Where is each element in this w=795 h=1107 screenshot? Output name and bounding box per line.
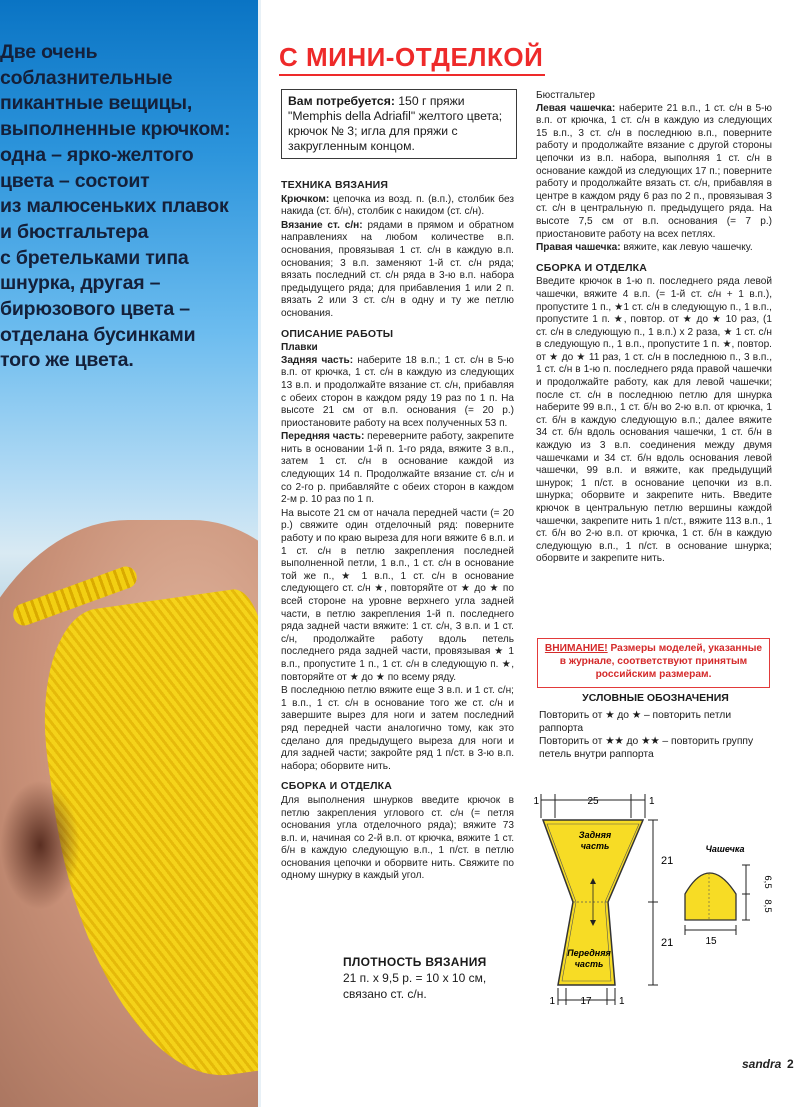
warning-text: Размеры моделей, указанные в журнале, соответствуют принятым российским размерам. [559, 643, 763, 680]
column-divider [258, 0, 261, 1107]
back-label-1: Задняя [578, 830, 612, 840]
assembly-text: Для выполнения шнурков введите крючок в петлю закрепления углового ст. с/н (= петля основания угла отделочного ряда); вяжите 73 в.п. и, начиная со 2-й в.п. от крючка, вяжите 1 ст. б/н в каждую следующую в.п., 1 п/ст. в петлю основания цепочки и оборвите нить. Свяжите по одному шнурку в каждый угол. [281, 794, 514, 882]
technique-dc-label: Вязание ст. с/н: [281, 219, 363, 231]
edging-paragraph: На высоте 21 см от начала передней части (= 20 р.) свяжите один отделочный ряд: поверните работу и по краю выреза для ноги вяжите 6 в.п. и 1 ст. с/н в петлю закрепления последней выполненной петли, 1 в.п., 1 ст. с/н в основание той же п., ★ 1 в.п., 1 ст. с/н в основание следующего ст. с/н ★, повторяйте от ★ до ★ по всей стороне на уровне верхнего угла задней части, в петлю закрепления 1-й п. последнего ряда задней части вяжите: 1 ст. с/н, 3 в.п. и 1 ст. с/н, продолжайте работу вдоль петель последнего ряда задней части, провязывая ★ 1 в.п., пропустите 1 п., 1 ст. с/н в следующую п. ★, повторяйте от ★ до ★ по всему ряду. [281, 507, 514, 683]
front-label-1: Передняя [567, 948, 611, 958]
back-part [281, 355, 514, 431]
finish-paragraph: В последнюю петлю вяжите еще 3 в.п. и 1 ст. с/н; 1 в.п., 1 ст. с/н в основание того же ст. с/н и завершите вырез для ноги и затем последний ряд передней части аналогично тому, как это сделано для предыдущего выреза для ноги и для задней части; закройте ряд 1 п/ст. в 3-ю в.п. набора; оборвите нить. [281, 685, 514, 772]
bra-assembly-text: Введите крючок в 1-ю п. последнего ряда левой чашечки, вяжите 4 в.п. (= 1-й ст. с/н + 1 в.п.), пропустите 1 п., ★1 ст. с/н в следующую п., 1 в.п., пропустите 1 п. ★, повтор. от ★ до ★ 10 раз, (1 ст. с/н в следующую п., 1 в.п.) х 2 раза, ★ 1 ст. с/н в следующую п., 1 в.п., пропустите 1 п. ★, повтор. от ★ до ★ 11 раз, 1 ст. с/н в последнюю п., 3 в.п., 1 ст. с/н в 1-ю п. последнего ряда правой чашечки и продолжайте работу, как для левой чашечки; после ст. с/н в последнюю петлю для шнурка наберите 99 в.п., 1 ст. б/н во 2-ю в.п. от крючка, 1 ст. б/н в каждую следующую в.п.; далее вяжите 34 ст. б/н вдоль основания чашечки, 1 ст. б/н в каждую из 3 в.п. соединения между двумя чашечками и 34 ст. б/н вдоль основания левой чашечки, 99 в.п. и вяжите, как предыдущий шнурок; 1 п/ст. в основание цепочки из в.п. шнурка; оборвите и закрепите нить. Введите крючок в центральную петлю вершины каждой чашечки, закрепите нить 1 п/ст., вяжите 113 в.п., 1 ст. б/н во 2-ю в.п. от крючка, 1 ст. б/н в каждую следующую в.п., 1 п/ст. в основание шнурка; оборвите и закрепите нить. [536, 276, 772, 565]
intro-line: из малюсеньких плавок [0, 195, 229, 218]
intro-line: цвета – состоит [0, 169, 150, 192]
gauge-block [343, 954, 523, 1002]
left-cup [536, 103, 772, 242]
page-number: 2 [787, 1057, 794, 1071]
intro-line: пикантные вещицы, [0, 92, 193, 115]
intro-line: и бюстгальтера [0, 220, 149, 243]
panties-subheading: Плавки [281, 342, 318, 354]
left-cup-label: Левая чашечка: [536, 102, 616, 114]
page-title: С МИНИ-ОТДЕЛКОЙ [279, 42, 544, 72]
technique-dc [281, 220, 514, 321]
technique-heading: ТЕХНИКА ВЯЗАНИЯ [281, 179, 389, 191]
technique-crochet-text: цепочка из возд. п. (в.п.), столбик без накида (ст. б/н), столбик с накидом (ст. с/н). [281, 193, 514, 218]
pattern-diagram [533, 790, 783, 1015]
dim-top-mid: 25 [587, 796, 599, 807]
cup-dim-1: 6,5 [762, 875, 773, 889]
materials-text: 150 г пряжи "Memphis della Adriafil" желтого цвета; крючок № 3; игла для пряжи с закругленным концом. [288, 94, 503, 153]
intro-line: одна – ярко-желтого [0, 143, 194, 166]
dim-height-top: 21 [661, 855, 674, 867]
cup-dim-2: 8,5 [762, 899, 773, 913]
legend-heading: УСЛОВНЫЕ ОБОЗНАЧЕНИЯ [582, 692, 729, 704]
right-cup-text: вяжите, как левую чашечку. [623, 242, 753, 254]
intro-line: бирюзового цвета – [0, 298, 190, 321]
legend-line-2: Повторить от ★★ до ★★ – повторить группу петель внутри раппорта [539, 736, 754, 760]
legend-block [539, 692, 772, 761]
front-part [281, 431, 514, 507]
back-part-text: наберите 18 в.п.; 1 ст. с/н в 5-ю в.п. от крючка, 1 ст. с/н в каждую из следующих 13 в.п. и продолжайте вязание ст. с/н, прибавляя с обеих сторон в каждом ряду 19 раз по 1 п. На высоте 21 см от в.п. основания (= 20 р.) приостановите работу на всех полученных 53 п. [281, 354, 515, 429]
dim-bottom-mid: 17 [580, 996, 592, 1007]
instructions-right-column [536, 90, 772, 567]
dim-bottom-left: 1 [549, 996, 555, 1007]
front-part-label: Передняя часть: [281, 431, 365, 443]
intro-line: отделана бусинками [0, 323, 196, 346]
cup-label: Чашечка [705, 844, 745, 854]
assembly-heading: СБОРКА И ОТДЕЛКА [281, 780, 393, 793]
technique-crochet [281, 194, 514, 219]
instructions-left-column [281, 172, 514, 884]
left-cup-text: наберите 21 в.п., 1 ст. с/н в 5-ю в.п. от крючка, 1 ст. с/н в каждую из следующих 15 в.п., 3 ст. с/н в последнюю в.п., поверните работу и продолжайте вязание с другой стороны цепочки из в.п. набора, выполняя 1 ст. с/н в основание каждой из следующих 17 п.; поверните работу и продолжайте вязать ст. с/н, прибавляя в центре в каждом ряду 6 раз по 2 п., провязывая 3 ст. с/н в центральную п. предыдущего ряда. На высоте 7,5 см от в.п. основания (= 7 р.) приостановите работу на всех петлях. [536, 102, 772, 240]
bra-subheading: Бюстгальтер [536, 90, 596, 101]
intro-line: выполненные крючком: [0, 118, 231, 141]
legend-line-1: Повторить от ★ до ★ – повторить петли раппорта [539, 710, 732, 734]
technique-crochet-label: Крючком: [281, 193, 330, 205]
dim-height-bottom: 21 [661, 937, 674, 949]
materials-box [281, 89, 517, 159]
back-part-label: Задняя часть: [281, 354, 354, 366]
intro-text [0, 40, 258, 374]
cup-shape [685, 873, 736, 920]
intro-line: с бретельками типа [0, 246, 189, 269]
bra-assembly-heading: СБОРКА И ОТДЕЛКА [536, 261, 648, 274]
dim-top-left: 1 [533, 796, 539, 807]
cup-width: 15 [705, 936, 717, 947]
technique-dc-text: рядами в прямом и обратном направлениях на любом количестве в.п. основания, провязывая 1 ст. с/н в каждую в.п. основания; 3 в.п. заменяют 1-й ст. с/н ряда; вязать последний ст. с/н ряда в 3-ю в.п. набора предыдущего ряда; для прибавления 1 или 2 п. вязать 2 или 3 ст. с/н в одну и ту же петлю основания. [281, 219, 515, 319]
intro-line: соблазнительные [0, 66, 173, 89]
magazine-brand: sandra [742, 1057, 782, 1071]
warning-box [537, 638, 770, 688]
right-cup [536, 242, 772, 255]
back-label-2: часть [580, 841, 610, 851]
dim-top-right: 1 [649, 796, 655, 807]
intro-line: Две очень [0, 41, 98, 63]
warning-label: ВНИМАНИЕ! [544, 643, 608, 654]
gauge-line-1: 21 п. х 9,5 р. = 10 х 10 см, [343, 971, 487, 985]
gauge-heading: ПЛОТНОСТЬ ВЯЗАНИЯ [343, 955, 487, 969]
work-heading: ОПИСАНИЕ РАБОТЫ [281, 327, 394, 340]
gauge-line-2: связано ст. с/н. [343, 987, 427, 1001]
intro-line: шнурка, другая – [0, 272, 161, 295]
front-part-text: переверните работу, закрепите нить в основании 1-й п. 1-го ряда, вяжите 3 в.п., затем 1 ст. с/н в основание каждой из следующих 14 п. Продолжайте вязание ст. с/н и со 2-го р. прибавляйте с обеих сторон в каждом 2-м р. 10 раз по 1 п. [281, 431, 514, 506]
intro-line: того же цвета. [0, 349, 134, 372]
front-label-2: часть [574, 959, 604, 969]
materials-label: Вам потребуется: [288, 94, 395, 108]
dim-bottom-right: 1 [619, 996, 625, 1007]
photo-shadow [0, 780, 80, 910]
right-cup-label: Правая чашечка: [536, 242, 621, 254]
